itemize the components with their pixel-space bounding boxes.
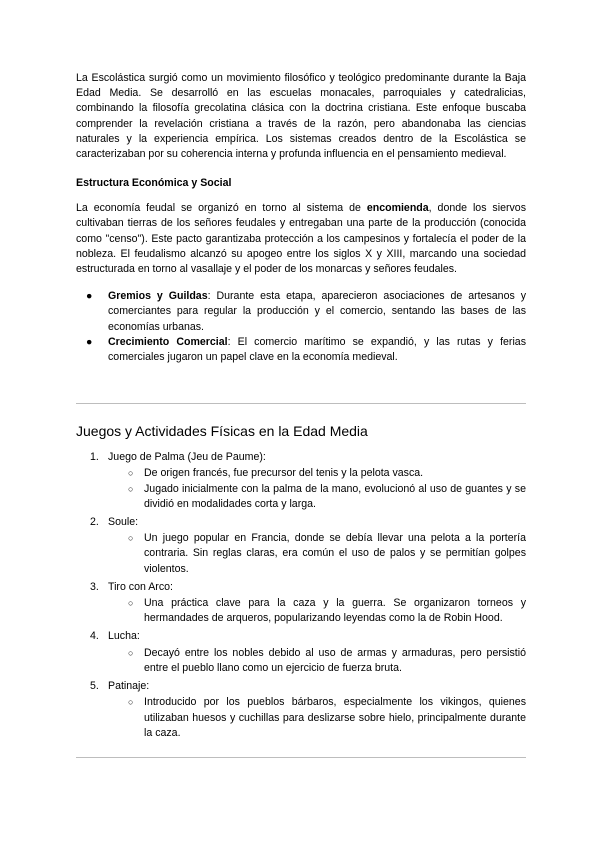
circle-bullet-icon: ○	[128, 483, 134, 494]
circle-bullet-icon: ○	[128, 647, 134, 658]
document-body	[76, 71, 526, 758]
list-item-label: Juego de Palma (Jeu de Paume):	[108, 451, 266, 464]
list-number: 5.	[90, 680, 99, 693]
bullet-item-gremios	[76, 289, 526, 335]
sub-item	[108, 482, 526, 512]
circle-bullet-icon: ○	[128, 533, 134, 544]
economy-bullet-list	[76, 289, 526, 365]
list-item-arco	[76, 580, 526, 627]
encomienda-term: encomienda	[366, 202, 429, 215]
bullet-text: : El comercio marítimo se expandió, y las rutas y ferias comerciales jugaron un papel clave en la economía medieval.	[108, 335, 526, 364]
feudal-paragraph	[76, 201, 526, 277]
sub-item	[108, 695, 526, 741]
circle-bullet-icon: ○	[128, 697, 134, 708]
sub-list	[108, 596, 526, 626]
sub-item-text: Introducido por los pueblos bárbaros, especialmente los vikingos, quienes utilizaban huesos y cuchillas para deslizarse sobre hielo, principalmente durante la caza.	[144, 696, 526, 739]
list-item-patinaje	[76, 679, 526, 741]
sub-item-text: Un juego popular en Francia, donde se debía llevar una pelota a la portería contraria. Sin reglas claras, era común el uso de palos y se permitían golpes violentos.	[144, 532, 526, 575]
list-number: 4.	[90, 630, 99, 643]
feudal-text-start: La economía feudal se organizó en torno al sistema de	[76, 202, 367, 215]
list-item-soule	[76, 515, 526, 577]
games-numbered-list	[76, 450, 526, 741]
sub-item-text: Una práctica clave para la caza y la guerra. Se organizaron torneos y hermandades de arqueros, popularizando leyendas como la de Robin Hood.	[144, 597, 526, 625]
section-heading-economia: Estructura Económica y Social	[76, 177, 232, 190]
bullet-text: : Durante esta etapa, aparecieron asociaciones de artesanos y comerciantes para regular la producción y el comercio, sentando las bases de las economías urbanas.	[108, 290, 526, 333]
bullet-term: Crecimiento Comercial	[108, 335, 228, 348]
horizontal-divider	[76, 757, 526, 758]
sub-list	[108, 531, 526, 577]
list-number: 2.	[90, 516, 99, 529]
sub-item	[108, 646, 526, 676]
list-item-palma	[76, 450, 526, 512]
sub-list	[108, 466, 526, 512]
list-item-label: Patinaje:	[108, 680, 150, 693]
feudal-text-end: , donde los siervos cultivaban tierras de los señores feudales y entregaban una parte de la producción (conocida como "censo"). Este pacto garantizaba protección a los campesinos y fortalecía el poder de la nobleza. El feudalismo alcanzó su apogeo entre los siglos X y XIII, marcando una sociedad estructurada en torno al vasallaje y el poder de los monarcas y señores feudales.	[76, 202, 526, 276]
sub-item	[108, 596, 526, 626]
bullet-icon: ●	[86, 290, 93, 303]
horizontal-divider	[76, 403, 526, 404]
circle-bullet-icon: ○	[128, 468, 134, 479]
sub-list	[108, 695, 526, 741]
list-item-label: Soule:	[108, 516, 139, 529]
list-item-lucha	[76, 629, 526, 676]
list-item-label: Tiro con Arco:	[108, 580, 173, 593]
list-number: 1.	[90, 451, 99, 464]
bullet-term: Gremios y Guildas	[108, 290, 208, 303]
sub-list	[108, 646, 526, 676]
section-title-juegos: Juegos y Actividades Físicas en la Edad Media	[76, 423, 368, 440]
sub-item-text: Jugado inicialmente con la palma de la mano, evolucionó al uso de guantes y se dividió en modalidades corta y larga.	[144, 482, 526, 510]
sub-item	[108, 466, 526, 481]
list-item-label: Lucha:	[108, 630, 140, 643]
circle-bullet-icon: ○	[128, 598, 134, 609]
list-number: 3.	[90, 580, 99, 593]
sub-item	[108, 531, 526, 577]
bullet-icon: ●	[86, 335, 93, 348]
intro-paragraph: La Escolástica surgió como un movimiento filosófico y teológico predominante durante la Baja Edad Media. Se desarrolló en las escuelas monacales, parroquiales y catedralicias, combinando la filosofía grecolatina clásica con la doctrina cristiana. Este enfoque buscaba comprender la revelación cristiana a través de la razón, pero abandonaba las ciencias naturales y la experiencia empírica. Los sistemas creados dentro de la Escolástica se caracterizaban por su coherencia interna y profunda influencia en el pensamiento medieval.	[76, 72, 526, 161]
bullet-item-comercio	[76, 335, 526, 365]
sub-item-text: De origen francés, fue precursor del tenis y la pelota vasca.	[144, 467, 424, 480]
sub-item-text: Decayó entre los nobles debido al uso de armas y armaduras, pero persistió entre el pueblo llano como un ejercicio de fuerza bruta.	[144, 646, 526, 674]
